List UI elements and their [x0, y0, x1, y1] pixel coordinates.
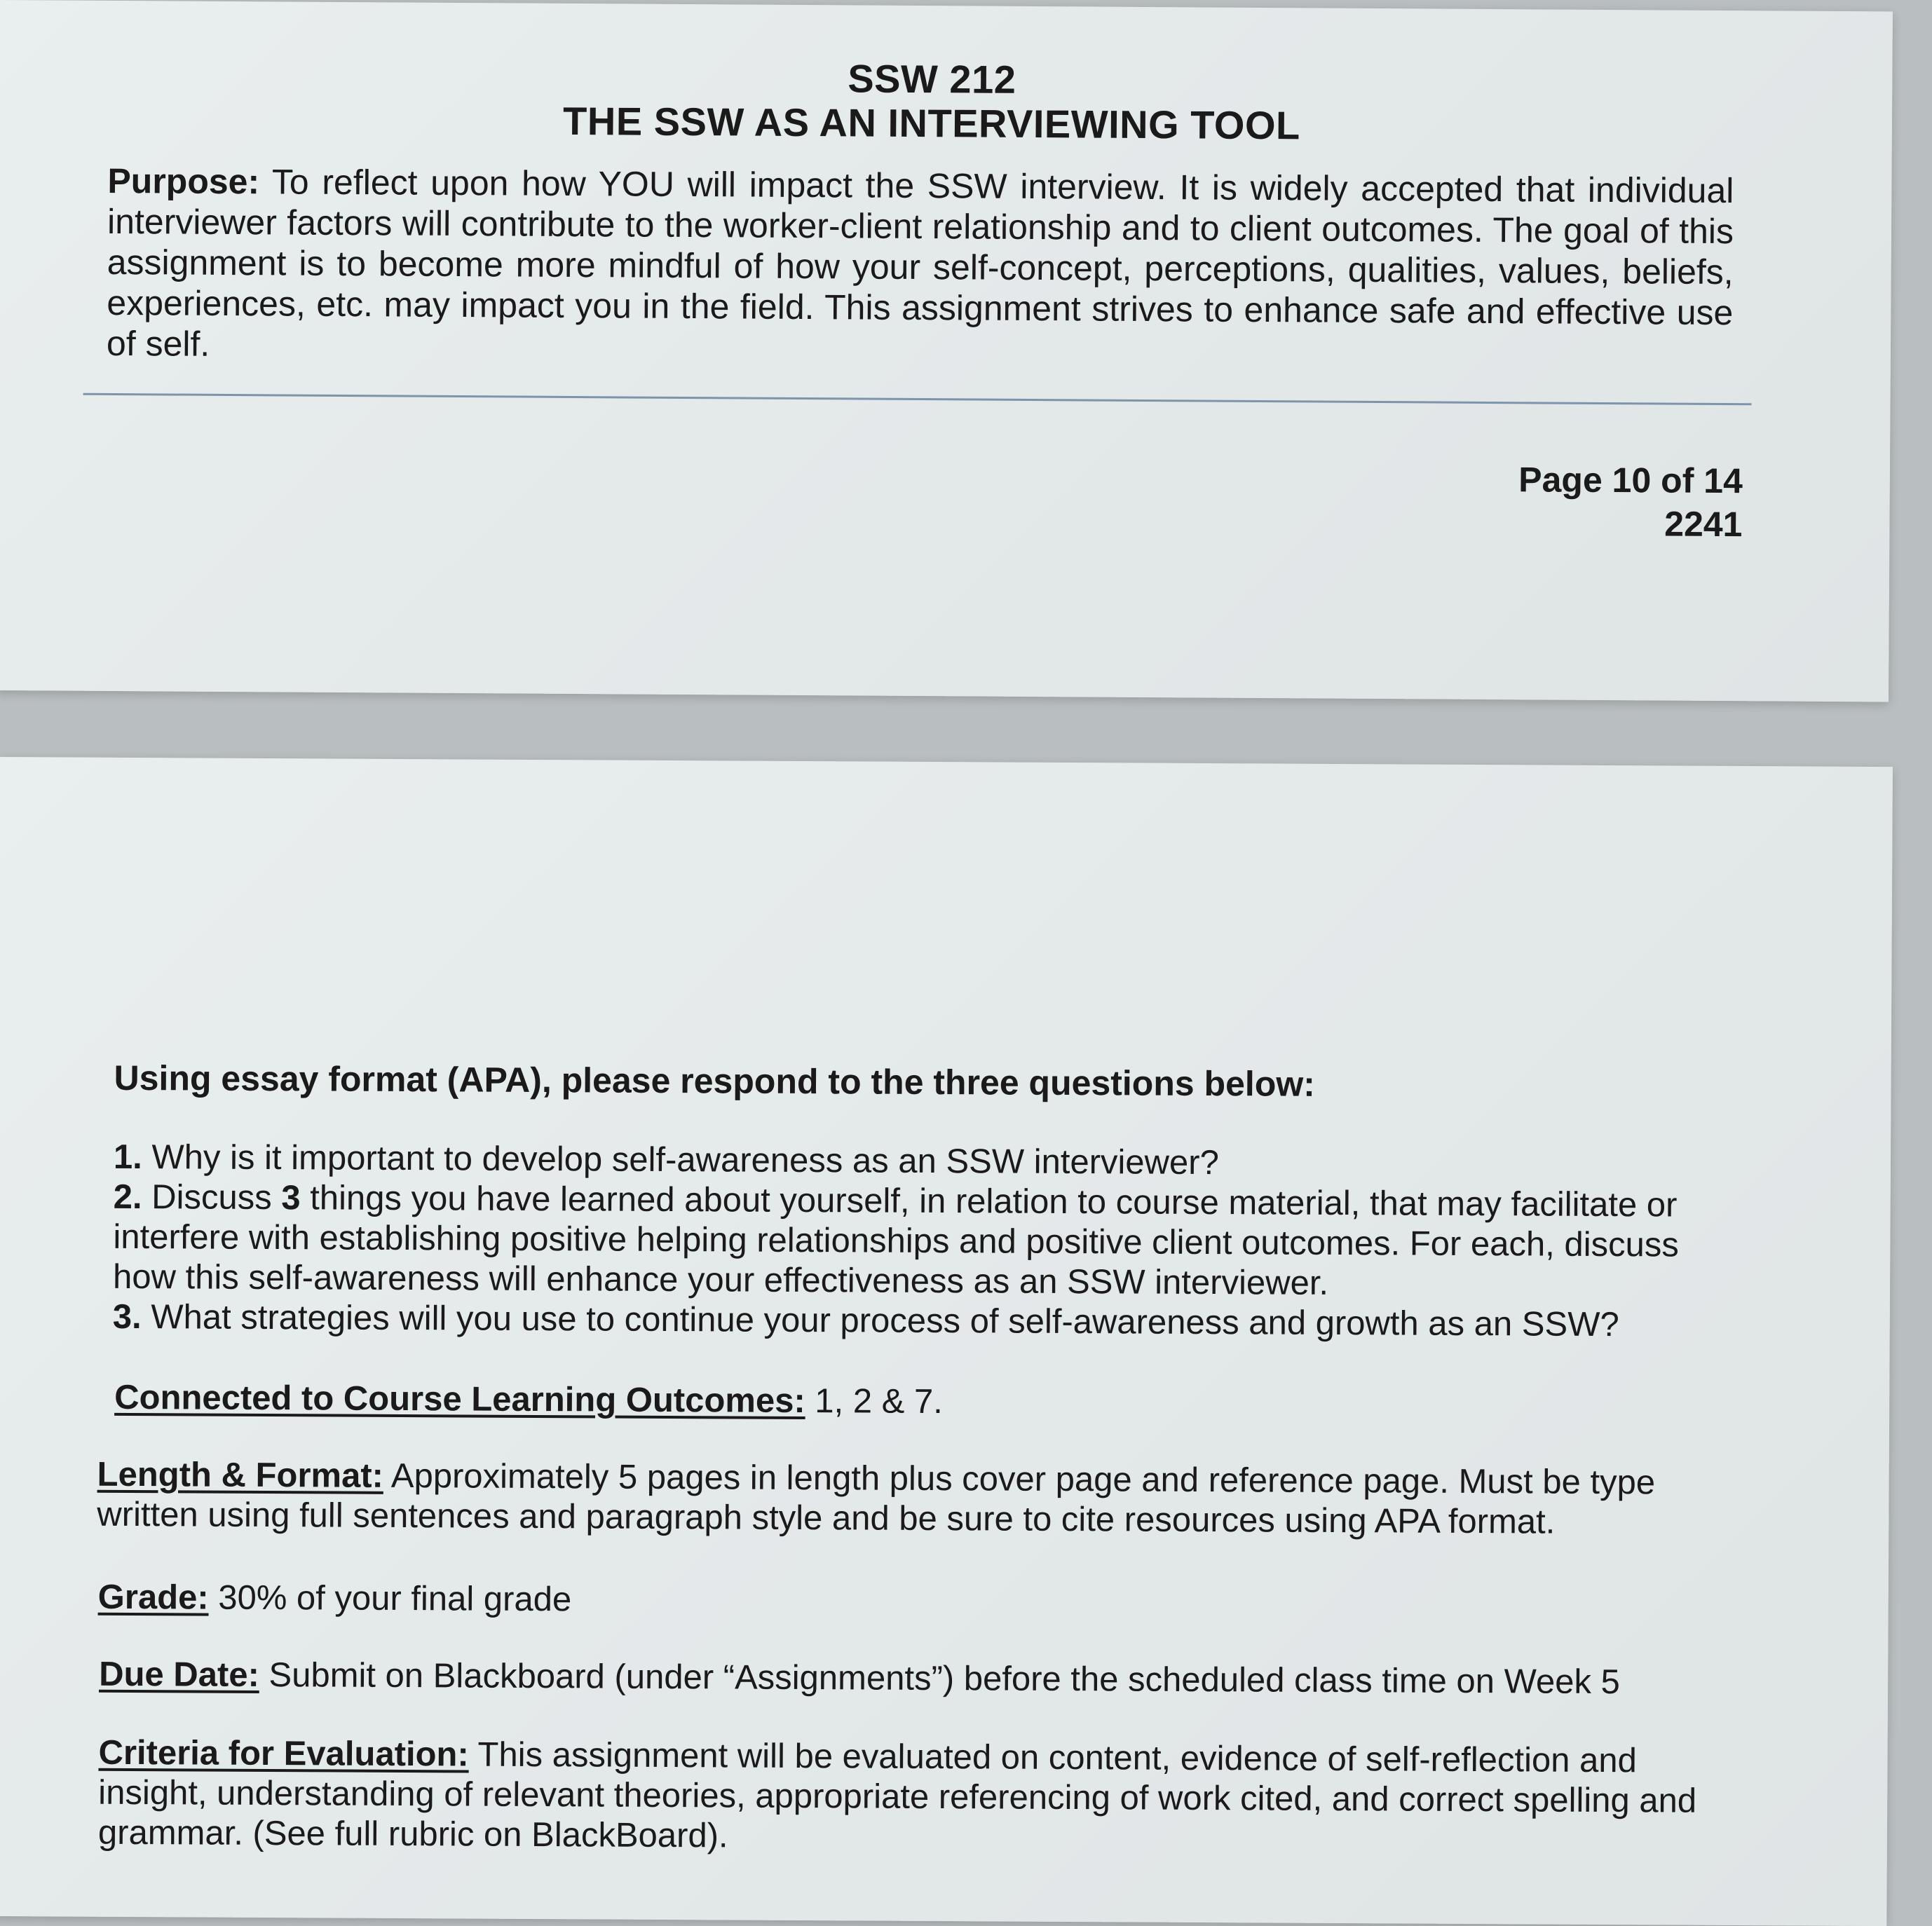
question-number: 2.: [113, 1177, 142, 1217]
purpose-label: Purpose:: [107, 160, 260, 202]
question-text: things you have learned about yourself, in relation to course material, that may facilitate or interfere with establishing positive helping relationships and positive client outcomes. For each, discuss how this self-awareness will enhance your effectiveness as an SSW interviewer.: [112, 1179, 1679, 1302]
grade-value: 30% of your final grade: [208, 1578, 572, 1619]
evaluation-criteria: [98, 1733, 1697, 1862]
document-title: THE SSW AS AN INTERVIEWING TOOL: [562, 98, 1300, 148]
learning-outcomes: [114, 1378, 1713, 1426]
question-number: 1.: [113, 1138, 143, 1177]
questions-list: [113, 1138, 1726, 1346]
due-date: [99, 1655, 1697, 1703]
question-item: [113, 1297, 1725, 1346]
length-format: [97, 1455, 1696, 1543]
outcomes-value: 1, 2 & 7.: [805, 1382, 944, 1421]
instructions-heading: Using essay format (APA), please respond to the three questions below:: [114, 1058, 1316, 1104]
question-text: Why is it important to develop self-awareness as an SSW interviewer?: [142, 1138, 1219, 1182]
question-text: What strategies will you use to continue your process of self-awareness and growth as an SSW?: [141, 1298, 1619, 1344]
question-item: [113, 1177, 1726, 1306]
page-number-block: [1518, 458, 1743, 546]
question-number: 3.: [112, 1297, 142, 1337]
due-date-value: Submit on Blackboard (under “Assignments”) before the scheduled class time on Week 5: [259, 1655, 1620, 1702]
grade: [98, 1578, 1696, 1626]
page-number-code: 2241: [1664, 504, 1743, 545]
document-page-top: [0, 0, 1893, 702]
grade-label: Grade:: [97, 1578, 209, 1617]
purpose-text: To reflect upon how YOU will impact the SSW interview. It is widely accepted that individual interviewer factors will contribute to the worker-client relationship and to client outcomes. The goal of this assignment is to become more mindful of how your self-concept, perceptions, qualities, values, beliefs, experiences, etc. may impact you in the field. This assignment strives to enhance safe and effective use of self.: [106, 162, 1734, 364]
page-number-label: Page 10 of 14: [1518, 460, 1743, 501]
question-text: Discuss: [142, 1178, 282, 1217]
document-page-bottom: [0, 757, 1893, 1926]
criteria-label: Criteria for Evaluation:: [98, 1733, 469, 1774]
question-count: 3: [281, 1179, 301, 1217]
section-divider: [83, 393, 1752, 406]
course-code: SSW 212: [848, 56, 1016, 102]
due-date-label: Due Date:: [99, 1655, 260, 1694]
criteria-value: This assignment will be evaluated on content, evidence of self-reflection and insight, understanding of relevant theories, appropriate referencing of work cited, and correct spelling and grammar. (See full rubric on BlackBoard).: [97, 1735, 1697, 1855]
length-format-value: Approximately 5 pages in length plus cover page and reference page. Must be type written using full sentences and paragraph style and be sure to cite resources using APA format.: [97, 1456, 1656, 1541]
length-format-label: Length & Format:: [97, 1455, 384, 1495]
purpose-paragraph: [107, 160, 1734, 374]
outcomes-label: Connected to Course Learning Outcomes:: [114, 1378, 805, 1421]
